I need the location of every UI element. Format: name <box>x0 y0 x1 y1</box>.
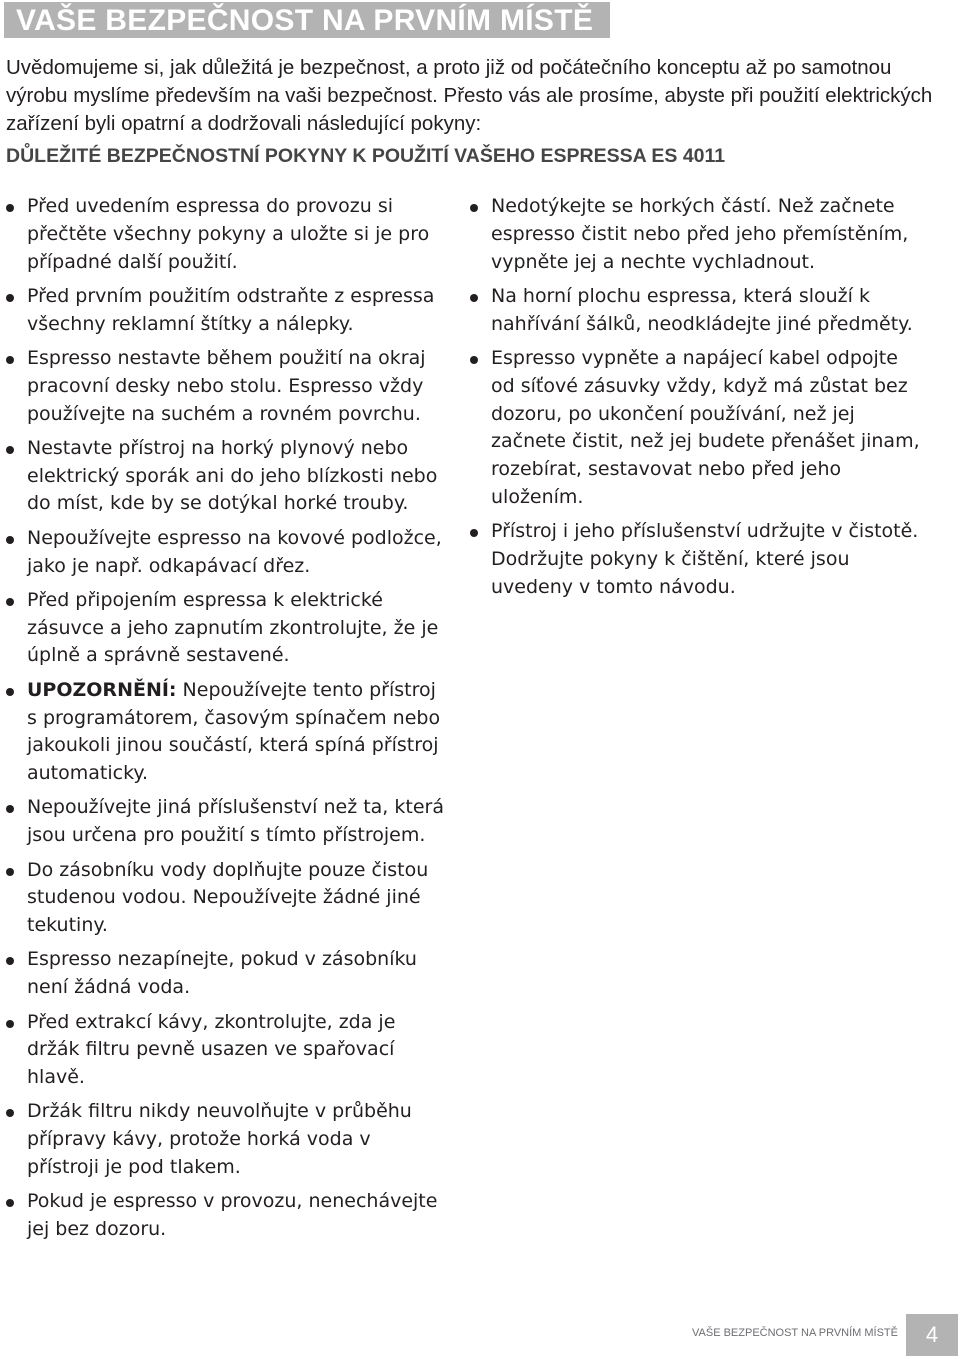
bullet-icon <box>6 536 14 544</box>
warning-text: Nepoužívejte tento přístroj s programátorem, časovým spínačem nebo jakoukoli jinou součástí, která spíná přístroj automaticky. <box>27 678 441 785</box>
list-item: Držák filtru nikdy neuvolňujte v průběhu přípravy kávy, protože horká voda v přístroji je pod tlakem. <box>6 1098 448 1181</box>
intro-paragraph: Uvědomujeme si, jak důležitá je bezpečnost, a proto již od počátečního konceptu až po samotnou výrobu myslíme především na vaši bezpečnost. Přesto vás ale prosíme, abyste při použití elektrických zařízení byli opatrní a dodržovali následující pokyny: <box>6 56 933 135</box>
list-item: Espresso nezapínejte, pokud v zásobníku není žádná voda. <box>6 946 448 1002</box>
bullet-icon <box>470 356 478 364</box>
list-item: Nedotýkejte se horkých částí. Než začnete espresso čistit nebo před jeho přemístěním, vypněte jej a nechte vychladnout. <box>470 193 920 276</box>
bullet-icon <box>470 294 478 302</box>
bullet-icon <box>6 1109 14 1117</box>
list-item: Před extrakcí kávy, zkontrolujte, zda je držák filtru pevně usazen ve spařovací hlavě. <box>6 1009 448 1092</box>
page-title: VAŠE BEZPEČNOST NA PRVNÍM MÍSTĚ <box>4 2 610 38</box>
safety-list-right <box>470 193 920 608</box>
list-item: Espresso vypněte a napájecí kabel odpojte od síťové zásuvky vždy, když má zůstat bez dozoru, po ukončení používání, než jej začnete čistit, než jej budete přenášet jinam, rozebírat, sestavovat nebo před jeho uložením. <box>470 345 920 512</box>
list-item: Nepoužívejte espresso na kovové podložce, jako je např. odkapávací dřez. <box>6 525 448 581</box>
list-item: Před připojením espressa k elektrické zásuvce a jeho zapnutím zkontrolujte, že je úplně a správně sestavené. <box>6 587 448 670</box>
bullet-icon <box>6 868 14 876</box>
bullet-icon <box>6 957 14 965</box>
list-item: Nepoužívejte jiná příslušenství než ta, která jsou určena pro použití s tímto přístrojem. <box>6 794 448 850</box>
bullet-icon <box>6 294 14 302</box>
bullet-icon <box>6 446 14 454</box>
list-item: Nestavte přístroj na horký plynový nebo elektrický sporák ani do jeho blízkosti nebo do míst, kde by se dotýkal horké trouby. <box>6 435 448 518</box>
safety-list-left <box>6 193 448 1250</box>
bullet-icon <box>6 688 14 696</box>
list-item: Espresso nestavte během použití na okraj pracovní desky nebo stolu. Espresso vždy používejte na suchém a rovném povrchu. <box>6 345 448 428</box>
bullet-icon <box>6 356 14 364</box>
bullet-icon <box>6 204 14 212</box>
footer-section-label: VAŠE BEZPEČNOST NA PRVNÍM MÍSTĚ <box>692 1327 898 1339</box>
bullet-icon <box>470 204 478 212</box>
bullet-icon <box>6 1199 14 1207</box>
list-item: Na horní plochu espressa, která slouží k nahřívání šálků, neodkládejte jiné předměty. <box>470 283 920 339</box>
warning-item <box>6 677 448 788</box>
bullet-icon <box>6 1020 14 1028</box>
bullet-icon <box>6 598 14 606</box>
list-item: Do zásobníku vody doplňujte pouze čistou studenou vodou. Nepoužívejte žádné jiné tekutiny. <box>6 857 448 940</box>
section-heading: DŮLEŽITÉ BEZPEČNOSTNÍ POKYNY K POUŽITÍ VAŠEHO ESPRESSA ES 4011 <box>6 145 726 167</box>
bullet-icon <box>6 805 14 813</box>
list-item: Před uvedením espressa do provozu si přečtěte všechny pokyny a uložte si je pro případné další použití. <box>6 193 448 276</box>
list-item: Před prvním použitím odstraňte z espressa všechny reklamní štítky a nálepky. <box>6 283 448 339</box>
warning-label: UPOZORNĚNÍ: <box>27 678 177 701</box>
bullet-icon <box>470 529 478 537</box>
page-number: 4 <box>906 1314 958 1356</box>
list-item: Přístroj i jeho příslušenství udržujte v čistotě. Dodržujte pokyny k čištění, které jsou uvedeny v tomto návodu. <box>470 518 920 601</box>
list-item: Pokud je espresso v provozu, nenechávejte jej bez dozoru. <box>6 1188 448 1244</box>
